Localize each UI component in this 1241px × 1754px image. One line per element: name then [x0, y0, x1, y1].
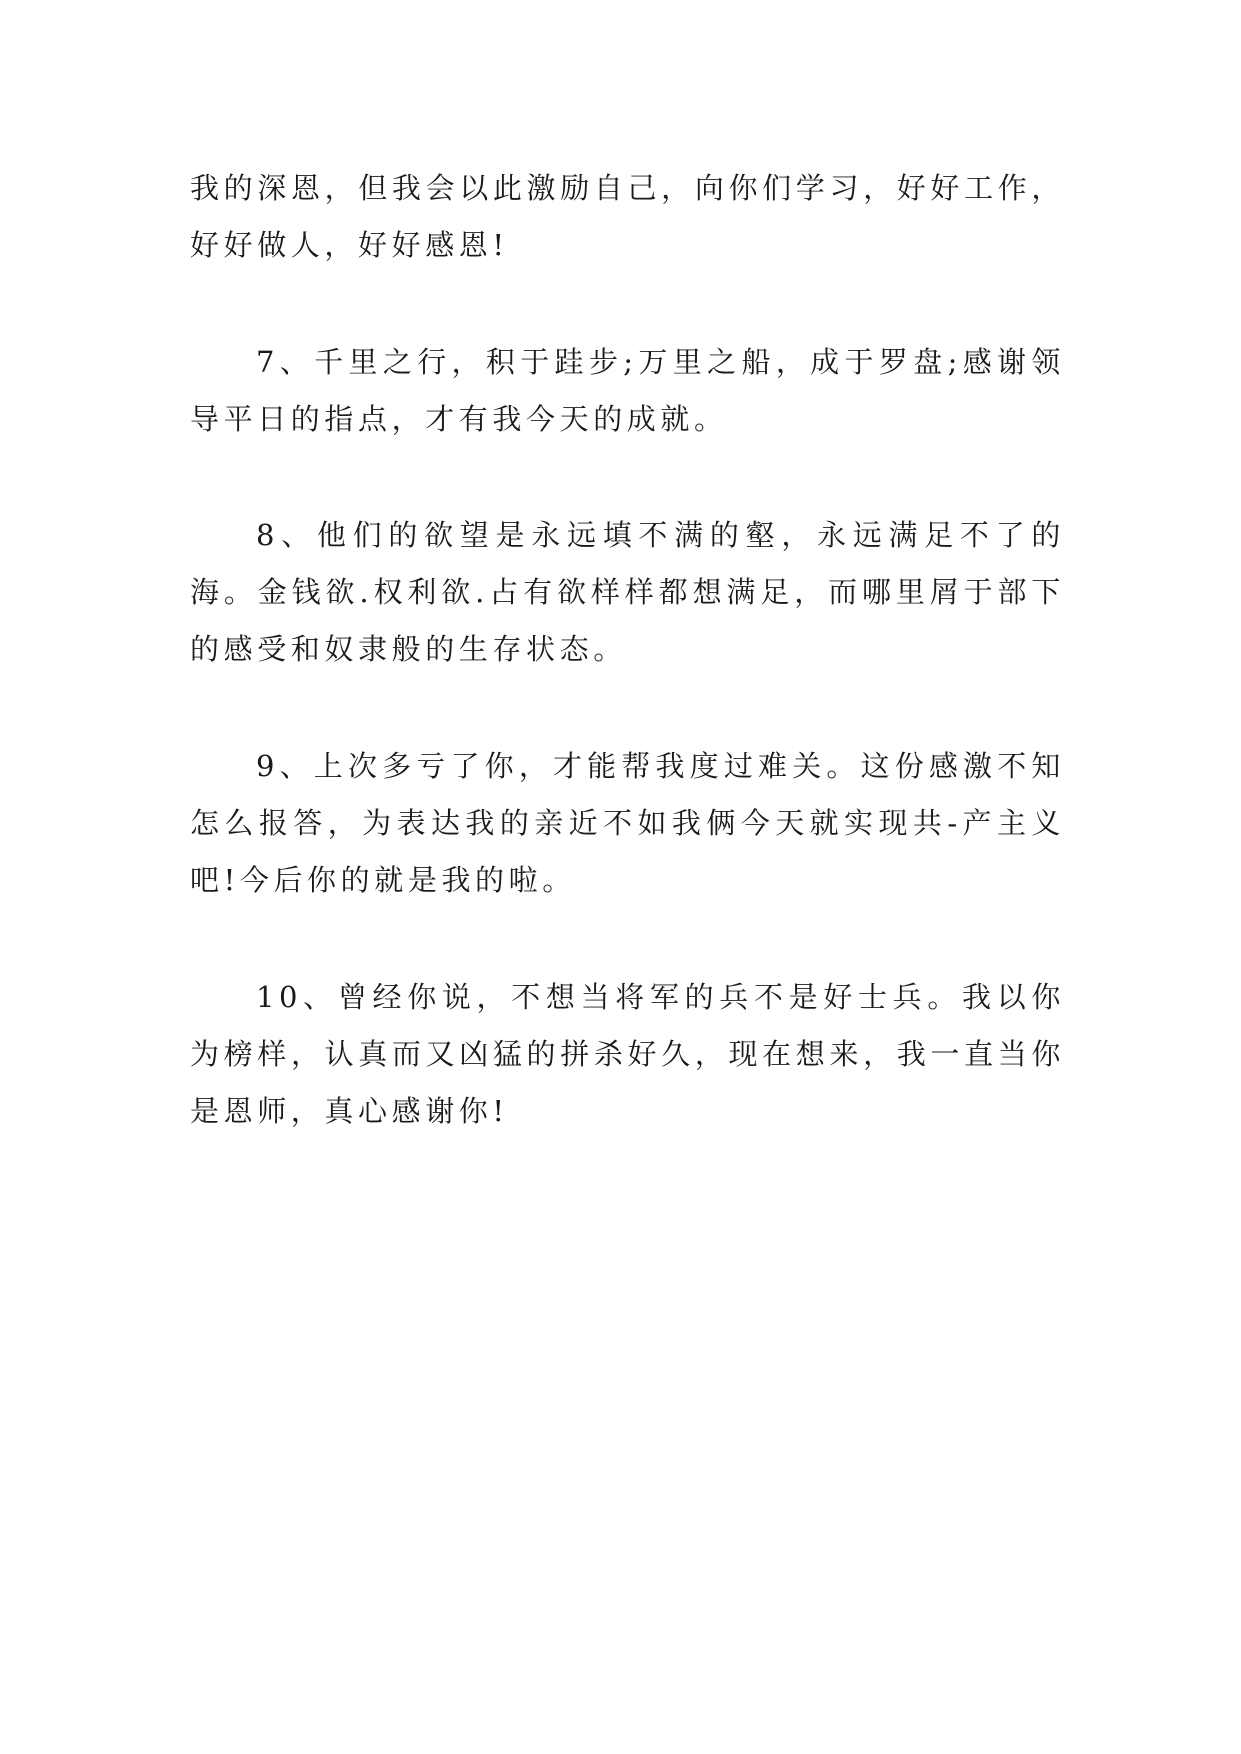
paragraph-item-9: 9、上次多亏了你，才能帮我度过难关。这份感激不知怎么报答，为表达我的亲近不如我俩今天就实现共-产主义吧!今后你的就是我的啦。 [190, 749, 1065, 897]
paragraph-item-7: 7、千里之行，积于跬步;万里之船，成于罗盘;感谢领导平日的指点，才有我今天的成就。 [190, 345, 1065, 436]
paragraph-item-8: 8、他们的欲望是永远填不满的壑，永远满足不了的海。金钱欲.权利欲.占有欲样样都想满足，而哪里屑于部下的感受和奴隶般的生存状态。 [190, 518, 1065, 666]
paragraph-item-10: 10、曾经你说，不想当将军的兵不是好士兵。我以你为榜样，认真而又凶猛的拼杀好久，现在想来，我一直当你是恩师，真心感谢你! [190, 980, 1065, 1128]
paragraph-continued: 我的深恩，但我会以此激励自己，向你们学习，好好工作，好好做人，好好感恩! [190, 171, 1065, 262]
